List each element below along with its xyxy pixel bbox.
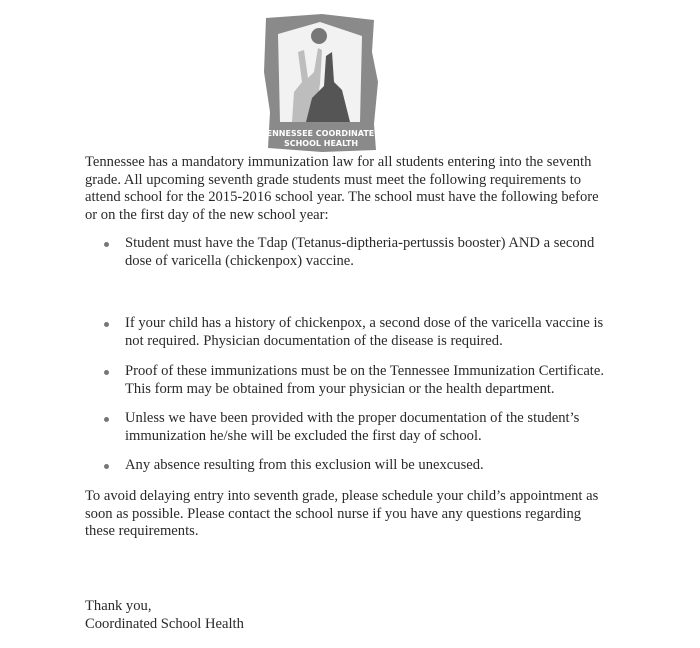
bullet-icon: [104, 322, 109, 327]
tennessee-coordinated-school-health-logo: [262, 12, 380, 154]
text-line: To avoid delaying entry into seventh grade, please schedule your child’s appointment as: [85, 488, 599, 504]
text-line: Any absence resulting from this exclusion will be unexcused.: [125, 457, 484, 473]
text-line: not required. Physician documentation of the disease is required.: [125, 332, 503, 349]
text-line: This form may be obtained from your physician or the health department.: [125, 380, 555, 397]
bullet-icon: [104, 370, 109, 375]
svg-text:TENNESSEE COORDINATED: TENNESSEE COORDINATED: [262, 129, 380, 138]
text-line: Proof of these immunizations must be on the Tennessee Immunization Certificate.: [125, 363, 604, 379]
text-line: dose of varicella (chickenpox) vaccine.: [125, 252, 354, 269]
text-line: immunization he/she will be excluded the first day of school.: [125, 427, 482, 444]
text-line: grade. All upcoming seventh grade students must meet the following requirements to: [85, 171, 582, 188]
text-line: or on the first day of the new school year:: [85, 206, 329, 223]
closing-paragraph: [85, 488, 645, 541]
svg-text:SCHOOL HEALTH: SCHOOL HEALTH: [283, 139, 359, 148]
text-line: Tennessee has a mandatory immunization law for all students entering into the seventh: [85, 154, 592, 170]
intro-paragraph: [85, 154, 645, 224]
bullet-icon: [104, 417, 109, 422]
text-line: attend school for the 2015-2016 school year. The school must have the following before: [85, 189, 599, 205]
text-line: Thank you,: [85, 598, 152, 614]
text-line: If your child has a history of chickenpox, a second dose of the varicella vaccine is: [125, 315, 604, 331]
text-line: these requirements.: [85, 523, 199, 539]
text-line: Unless we have been provided with the proper documentation of the student’s: [125, 410, 580, 426]
bullet-icon: [104, 242, 109, 247]
bullet-icon: [104, 464, 109, 469]
text-line: Coordinated School Health: [85, 615, 244, 632]
text-line: soon as possible. Please contact the school nurse if you have any questions regarding: [85, 505, 582, 522]
text-line: Student must have the Tdap (Tetanus-diptheria-pertussis booster) AND a second: [125, 235, 595, 251]
signoff: [85, 598, 645, 633]
